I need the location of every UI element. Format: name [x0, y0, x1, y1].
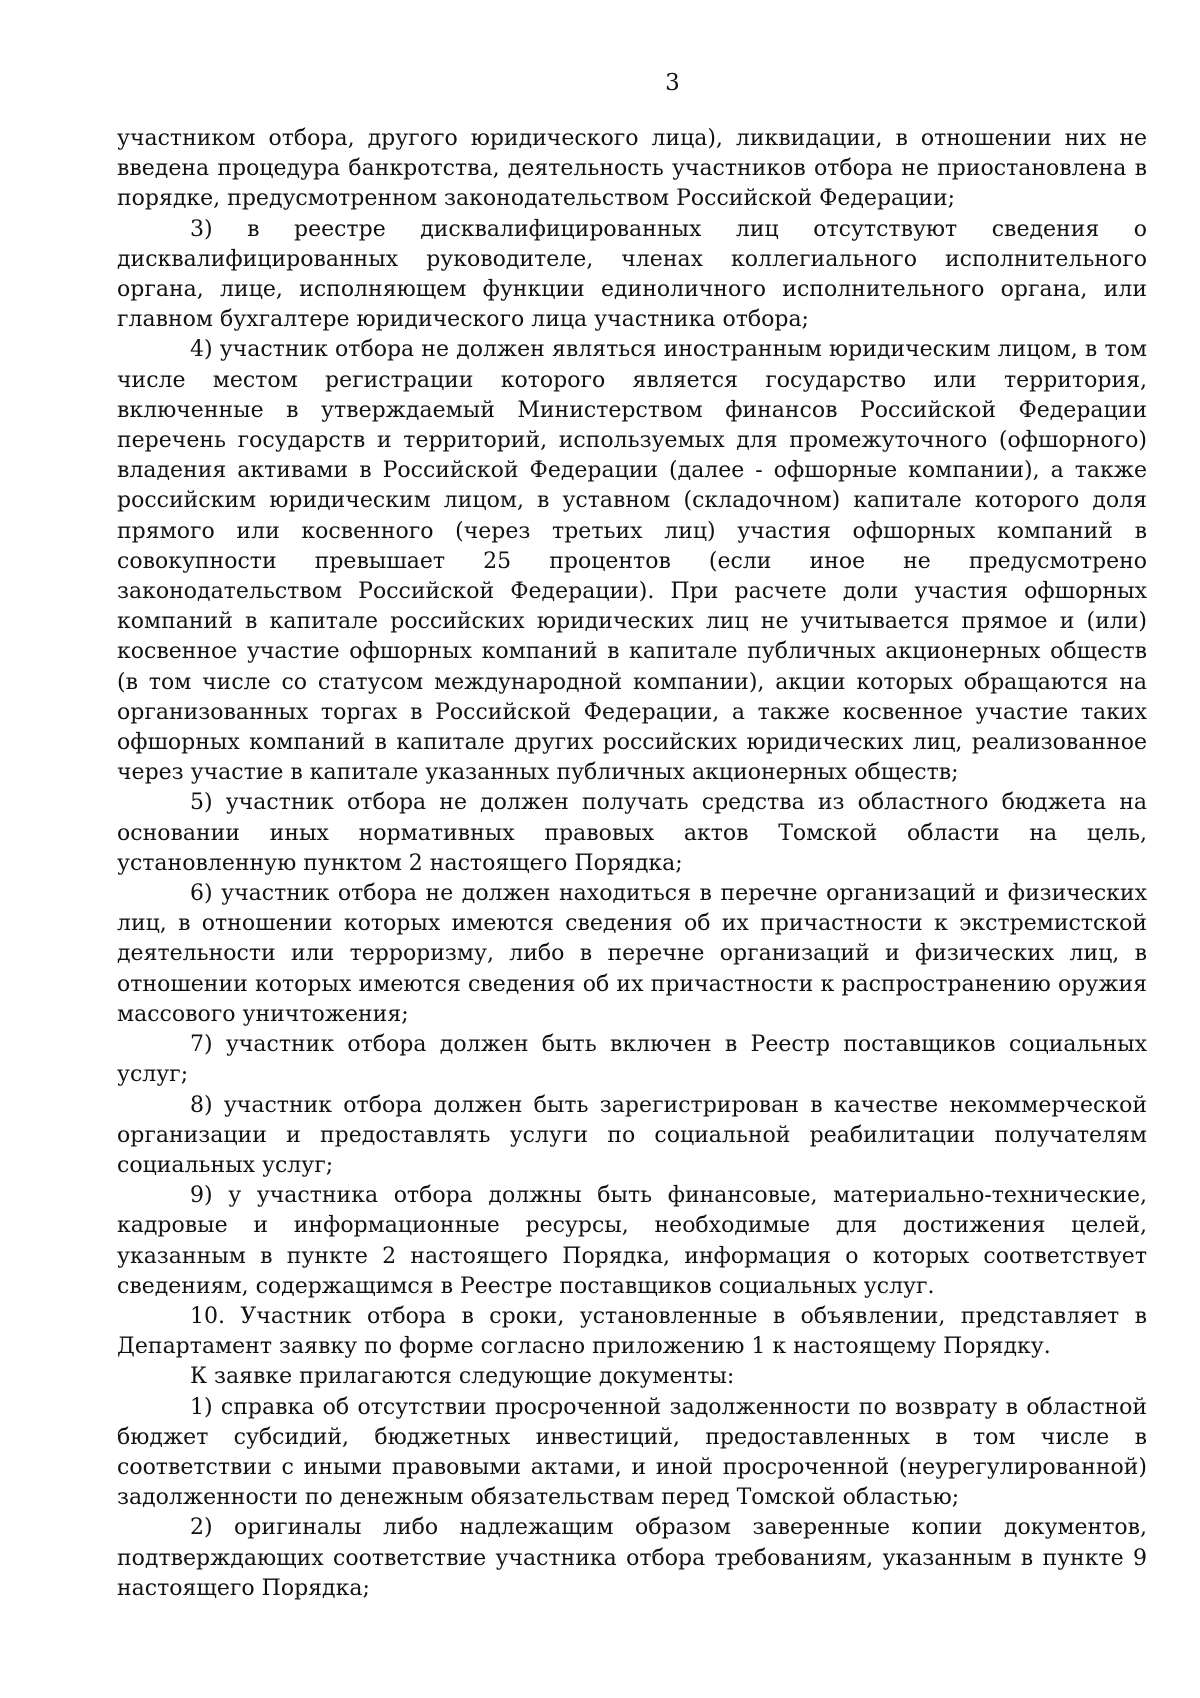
document-body: [117, 124, 1147, 1604]
paragraph-continuation: участником отбора, другого юридического лица), ликвидации, в отношении них не введена процедура банкротства, деятельность участников отбора не приостановлена в порядке, предусмотренном законодательством Российской Федерации;: [117, 126, 1147, 212]
page-number: 3: [665, 70, 680, 96]
paragraph-item-4: 4) участник отбора не должен являться иностранным юридическим лицом, в том числе местом регистрации которого является государство или территория, включенные в утверждаемый Министерством финансов Российской Федерации перечень государств и территорий, используемых для промежуточного (офшорного) владения активами в Российской Федерации (далее - офшорные компании), а также российским юридическим лицом, в уставном (складочном) капитале которого доля прямого или косвенного (через третьих лиц) участия офшорных компаний в совокупности превышает 25 процентов (если иное не предусмотрено законодательством Российской Федерации). При расчете доли участия офшорных компаний в капитале российских юридических лиц не учитывается прямое и (или) косвенное участие офшорных компаний в капитале публичных акционерных обществ (в том числе со статусом международной компании), акции которых обращаются на организованных торгах в Российской Федерации, а также косвенное участие таких офшорных компаний в капитале других российских юридических лиц, реализованное через участие в капитале указанных публичных акционерных обществ;: [117, 337, 1147, 786]
paragraph-item-5: 5) участник отбора не должен получать средства из областного бюджета на основании иных нормативных правовых актов Томской области на цель, установленную пунктом 2 настоящего Порядка;: [117, 790, 1147, 876]
paragraph-item-8: 8) участник отбора должен быть зарегистрирован в качестве некоммерческой организации и предоставлять услуги по социальной реабилитации получателям социальных услуг;: [117, 1092, 1147, 1178]
paragraph-item-7: 7) участник отбора должен быть включен в Реестр поставщиков социальных услуг;: [117, 1032, 1147, 1088]
paragraph-attachment-2: 2) оригиналы либо надлежащим образом заверенные копии документов, подтверждающих соответствие участника отбора требованиям, указанным в пункте 9 настоящего Порядка;: [117, 1515, 1147, 1601]
paragraph-attachment-1: 1) справка об отсутствии просроченной задолженности по возврату в областной бюджет субсидий, бюджетных инвестиций, предоставленных в том числе в соответствии с иными правовыми актами, и иной просроченной (неурегулированной) задолженности по денежным обязательствам перед Томской областью;: [117, 1394, 1147, 1511]
paragraph-item-9: 9) у участника отбора должны быть финансовые, материально-технические, кадровые и информационные ресурсы, необходимые для достижения целей, указанным в пункте 2 настоящего Порядка, информация о которых соответствует сведениям, содержащимся в Реестре поставщиков социальных услуг.: [117, 1183, 1147, 1299]
paragraph-item-6: 6) участник отбора не должен находиться в перечне организаций и физических лиц, в отношении которых имеются сведения об их причастности к экстремистской деятельности или терроризму, либо в перечне организаций и физических лиц, в отношении которых имеются сведения об их причастности к распространению оружия массового уничтожения;: [117, 881, 1147, 1027]
paragraph-item-3: 3) в реестре дисквалифицированных лиц отсутствуют сведения о дисквалифицированных руководителе, членах коллегиального исполнительного органа, лице, исполняющем функции единоличного исполнительного органа, или главном бухгалтере юридического лица участника отбора;: [117, 216, 1147, 333]
paragraph-section-10: 10. Участник отбора в сроки, установленные в объявлении, представляет в Департамент заявку по форме согласно приложению 1 к настоящему Порядку.: [117, 1303, 1147, 1360]
paragraph-attachments-intro: К заявке прилагаются следующие документы:: [190, 1364, 735, 1390]
